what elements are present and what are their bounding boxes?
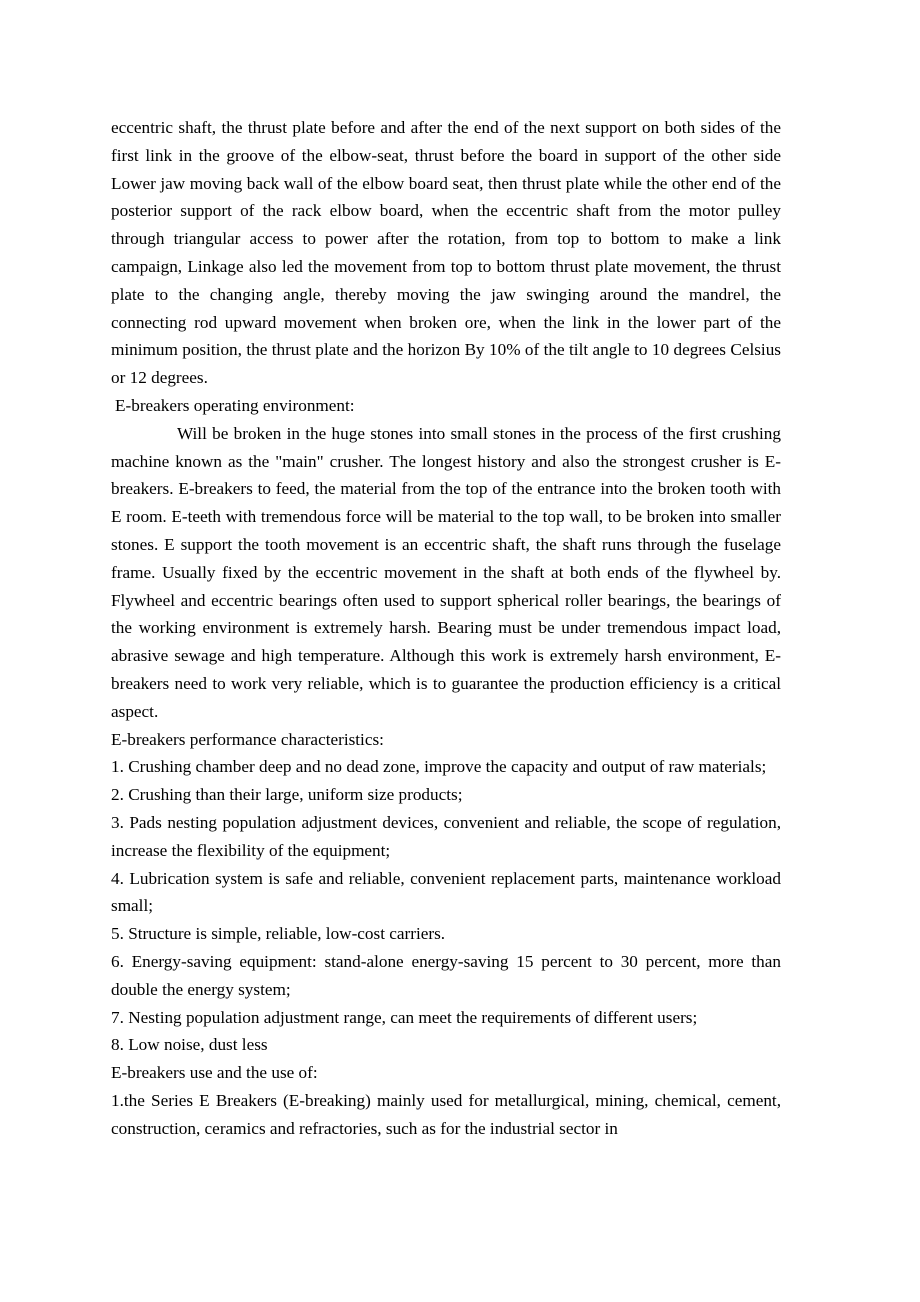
paragraph-mechanism: eccentric shaft, the thrust plate before and after the end of the next support on both sides of the first link in the groove of the elbow-seat, thrust before the board in support of the other side Lower jaw moving back wall of the elbow board seat, then thrust plate while the other end of the posterior support of the rack elbow board, when the eccentric shaft from the motor pulley through triangular access to power after the rotation, from top to bottom to make a link campaign, Linkage also led the movement from top to bottom thrust plate movement, the thrust plate to the changing angle, thereby moving the jaw swinging around the mandrel, the connecting rod upward movement when broken ore, when the link in the lower part of the minimum position, the thrust plate and the horizon By 10% of the tilt angle to 10 degrees Celsius or 12 degrees. xyxy=(111,118,781,388)
list-item-characteristic: 7. Nesting population adjustment range, can meet the requirements of different users; xyxy=(111,1007,698,1027)
list-item-characteristic: 5. Structure is simple, reliable, low-cost carriers. xyxy=(111,924,446,944)
list-item-characteristic: 4. Lubrication system is safe and reliable, convenient replacement parts, maintenance workload small; xyxy=(111,868,781,916)
document-body xyxy=(111,114,781,1142)
heading-performance-characteristics: E-breakers performance characteristics: xyxy=(111,729,384,749)
list-item-characteristic: 1. Crushing chamber deep and no dead zone, improve the capacity and output of raw materials; xyxy=(111,757,767,777)
heading-uses: E-breakers use and the use of: xyxy=(111,1063,318,1083)
list-item-characteristic: 6. Energy-saving equipment: stand-alone energy-saving 15 percent to 30 percent, more than double the energy system; xyxy=(111,951,781,999)
list-item-characteristic: 2. Crushing than their large, uniform size products; xyxy=(111,785,463,805)
list-item-use: 1.the Series E Breakers (E-breaking) mainly used for metallurgical, mining, chemical, cement, construction, ceramics and refractories, such as for the industrial sector in xyxy=(111,1090,781,1138)
heading-operating-environment: E-breakers operating environment: xyxy=(115,395,355,415)
list-item-characteristic: 8. Low noise, dust less xyxy=(111,1035,268,1055)
paragraph-operating-environment: Will be broken in the huge stones into small stones in the process of the first crushing machine known as the "main" crusher. The longest history and also the strongest crusher is E-breakers. E-breakers to feed, the material from the top of the entrance into the broken tooth with E room. E-teeth with tremendous force will be material to the top wall, to be broken into smaller stones. E support the tooth movement is an eccentric shaft, the shaft runs through the fuselage frame. Usually fixed by the eccentric movement in the shaft at both ends of the flywheel by. Flywheel and eccentric bearings often used to support spherical roller bearings, the bearings of the working environment is extremely harsh. Bearing must be under tremendous impact load, abrasive sewage and high temperature. Although this work is extremely harsh environment, E-breakers need to work very reliable, which is to guarantee the production efficiency is a critical aspect. xyxy=(111,423,781,721)
list-item-characteristic: 3. Pads nesting population adjustment devices, convenient and reliable, the scope of regulation, increase the flexibility of the equipment; xyxy=(111,812,781,860)
